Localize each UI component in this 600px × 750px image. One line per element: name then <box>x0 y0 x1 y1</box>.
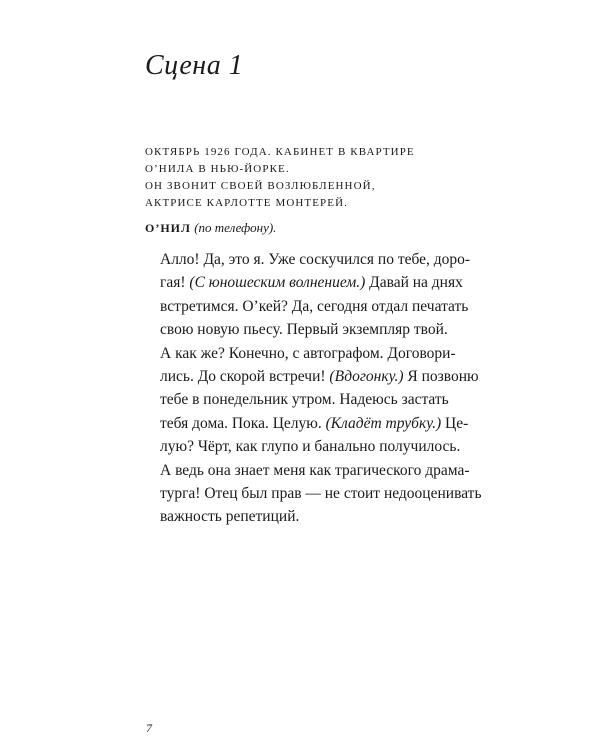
speech-fragment: тебя дома. Пока. Целую. <box>160 414 326 432</box>
stage-direction-line: АКТРИСЕ КАРЛОТТЕ МОНТЕРЕЙ. <box>145 197 348 209</box>
speech-line <box>160 412 520 435</box>
stage-direction-line: ОН ЗВОНИТ СВОЕЙ ВОЗЛЮБЛЕННОЙ, <box>145 180 376 192</box>
stage-direction-line: О’НИЛА В НЬЮ-ЙОРКЕ. <box>145 163 290 175</box>
speech-fragment: важность репетиций. <box>160 508 300 526</box>
speech-fragment: А ведь она знает меня как трагического драма- <box>160 461 470 479</box>
speaker-name: О’НИЛ <box>145 221 191 235</box>
speech-line <box>160 388 520 411</box>
speech-fragment: гая! <box>160 274 190 292</box>
speech-fragment: тебе в понедельник утром. Надеюсь застать <box>160 391 449 409</box>
speech-line <box>160 482 520 505</box>
scene-title: Сцена 1 <box>145 50 244 81</box>
speech-fragment: встретимся. О’кей? Да, сегодня отдал печатать <box>160 297 469 315</box>
speech-fragment: Давай на днях <box>365 274 463 292</box>
speech-fragment: Я позвоню <box>403 368 479 386</box>
stage-remark: (С юношеским волнением.) <box>189 274 366 292</box>
speech-line <box>160 459 520 482</box>
speech-line <box>160 365 520 388</box>
stage-remark: (Вдогонку.) <box>329 368 404 386</box>
speech-line <box>160 318 520 341</box>
speech-line <box>160 435 520 458</box>
speech-text <box>160 248 520 529</box>
speech-line <box>160 342 520 365</box>
speech-fragment: турга! Отец был прав — не стоит недооценивать <box>160 485 482 503</box>
speech-fragment: Алло! Да, это я. Уже соскучился по тебе, доро- <box>160 251 471 268</box>
speech-line <box>160 271 520 294</box>
speech-fragment: Це- <box>441 414 469 432</box>
stage-direction-line: ОКТЯБРЬ 1926 ГОДА. КАБИНЕТ В КВАРТИРЕ <box>145 146 415 158</box>
stage-directions <box>145 144 415 212</box>
speaker-heading <box>145 220 276 236</box>
speech-fragment: свою новую пьесу. Первый экземпляр твой. <box>160 321 448 339</box>
speech-line <box>160 295 520 318</box>
speech-fragment: лую? Чёрт, как глупо и банально получилось. <box>160 438 461 456</box>
speech-fragment: лись. До скорой встречи! <box>160 368 330 386</box>
stage-remark: (Кладёт трубку.) <box>325 414 442 432</box>
speaker-note: (по телефону). <box>194 220 277 235</box>
speech-fragment: А как же? Конечно, с автографом. Договори- <box>160 344 456 362</box>
speech-line <box>160 505 520 528</box>
page-number: 7 <box>146 721 152 735</box>
speech-line <box>160 248 520 271</box>
